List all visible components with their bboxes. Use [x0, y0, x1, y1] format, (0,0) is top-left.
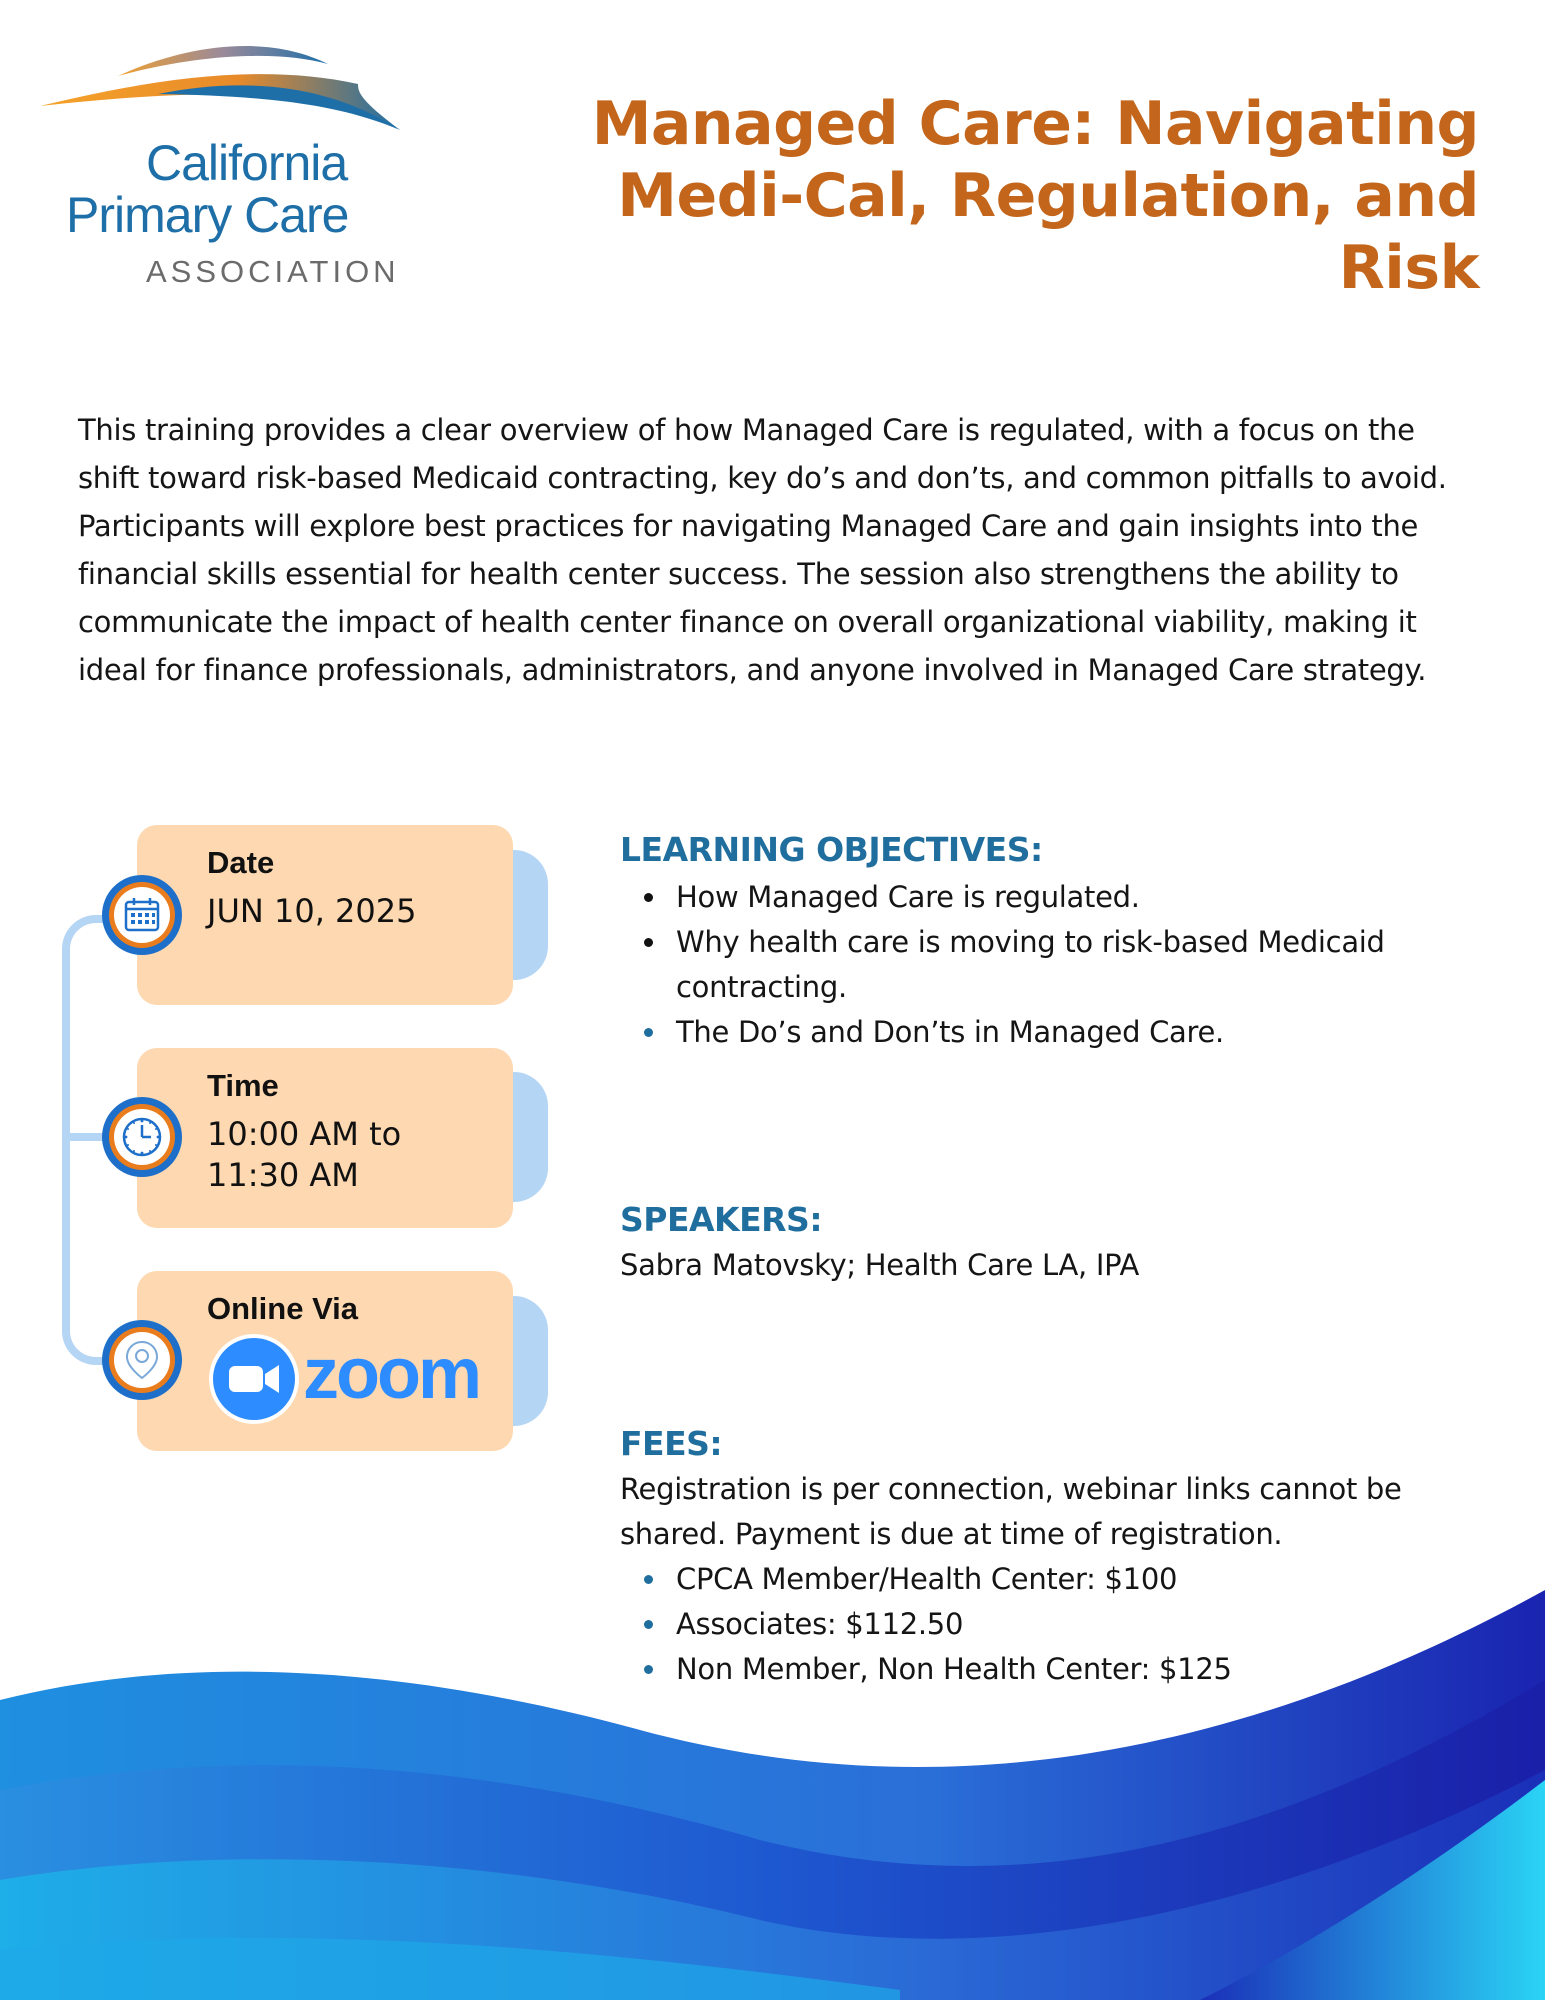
page-title	[479, 88, 1479, 304]
objective-item: The Do’s and Don’ts in Managed Care.	[620, 1010, 1480, 1055]
fees-intro-line-2: shared. Payment is due at time of registration.	[620, 1517, 1283, 1551]
calendar-icon-badge	[102, 875, 182, 955]
time-value-end: 11:30 AM	[207, 1156, 359, 1194]
title-line-2: Medi-Cal, Regulation, and Risk	[617, 161, 1479, 303]
zoom-camera-icon	[213, 1338, 295, 1420]
fee-item: Non Member, Non Health Center: $125	[620, 1647, 1500, 1692]
clock-icon-badge	[102, 1097, 182, 1177]
fees-intro-line-1: Registration is per connection, webinar links cannot be	[620, 1472, 1402, 1506]
speakers-section	[620, 1200, 1480, 1288]
speakers-text: Sabra Matovsky; Health Care LA, IPA	[620, 1248, 1140, 1282]
time-card	[137, 1048, 513, 1228]
learning-objectives-section	[620, 830, 1480, 1055]
learning-objectives-heading: LEARNING OBJECTIVES:	[620, 830, 1043, 869]
cpca-logo	[38, 34, 418, 294]
location-label: Online Via	[207, 1291, 359, 1326]
fee-item: Associates: $112.50	[620, 1602, 1500, 1647]
date-label: Date	[207, 845, 275, 880]
zoom-logo-badge	[209, 1334, 299, 1424]
objective-item: Why health care is moving to risk-based Medicaid contracting.	[620, 920, 1480, 1010]
location-pin-icon-badge	[102, 1320, 182, 1400]
logo-text-primary-care: Primary Care	[66, 187, 349, 243]
date-card	[137, 825, 513, 1005]
speakers-heading: SPEAKERS:	[620, 1200, 823, 1239]
learning-objectives-list	[620, 875, 1480, 1055]
logo-text-association: ASSOCIATION	[146, 254, 400, 289]
logo-text-california: California	[146, 135, 348, 191]
clock-icon	[121, 1116, 163, 1158]
zoom-wordmark: zoom	[303, 1334, 479, 1414]
fee-item: CPCA Member/Health Center: $100	[620, 1557, 1500, 1602]
time-value-start: 10:00 AM to	[207, 1115, 402, 1153]
location-pin-icon	[122, 1338, 162, 1382]
footer-waves-decoration	[0, 1560, 1545, 2000]
fees-heading: FEES:	[620, 1424, 723, 1463]
time-label: Time	[207, 1068, 279, 1103]
title-line-1: Managed Care: Navigating	[591, 89, 1479, 159]
intro-paragraph: This training provides a clear overview of how Managed Care is regulated, with a focus on the shift toward risk-based Medicaid contracting, key do’s and don’ts, and common pitfalls to avoid. Participants will explore best practices for navigating Managed Care and gain insights into the financial skills essential for health center success. The session also strengthens the ability to communicate the impact of health center finance on overall organizational viability, making it ideal for finance professionals, administrators, and anyone involved in Managed Care strategy.	[78, 413, 1447, 687]
objective-item: How Managed Care is regulated.	[620, 875, 1480, 920]
date-value: JUN 10, 2025	[207, 892, 417, 930]
calendar-icon	[122, 895, 162, 935]
location-card	[137, 1271, 513, 1451]
